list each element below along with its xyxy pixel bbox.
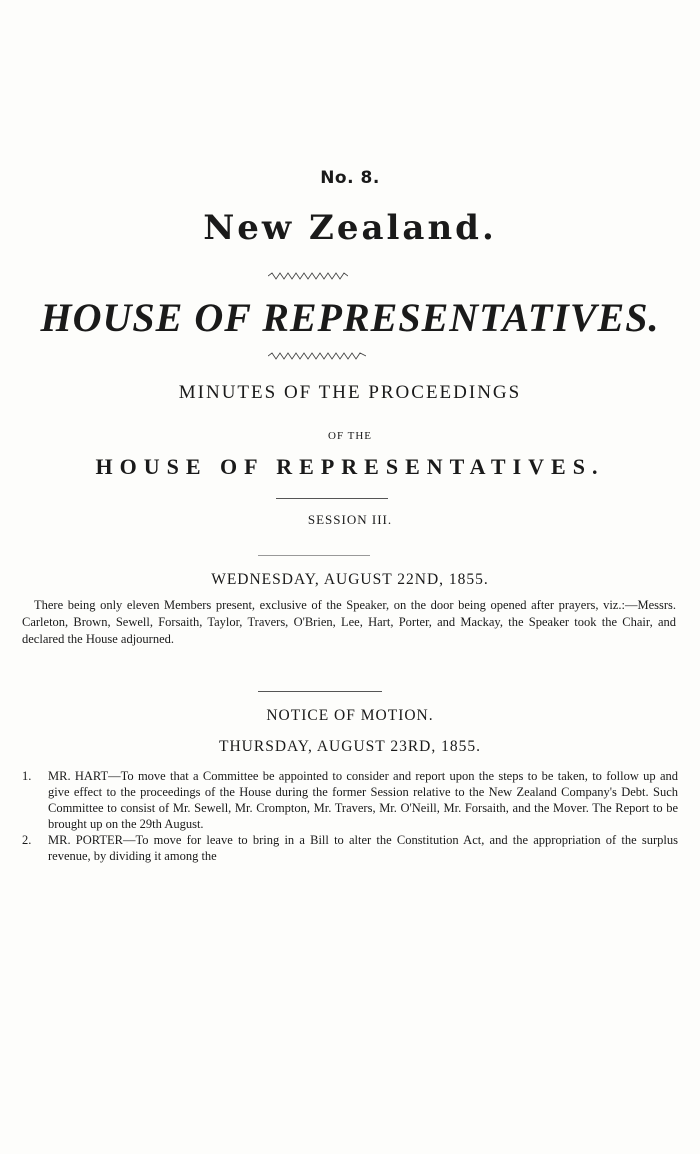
- house-heading: HOUSE OF REPRESENTATIVES.: [95, 454, 605, 479]
- notice-heading: NOTICE OF MOTION.: [266, 707, 434, 724]
- divider: [258, 555, 370, 556]
- minutes-heading: MINUTES OF THE PROCEEDINGS: [178, 382, 522, 403]
- motion-list: [22, 768, 678, 864]
- motion-item: [22, 832, 678, 864]
- sitting-paragraph: [22, 597, 676, 648]
- divider: [258, 691, 382, 692]
- ornament-squiggle: [268, 272, 348, 280]
- notice-date: THURSDAY, AUGUST 23RD, 1855.: [219, 738, 481, 755]
- ornament-squiggle: [268, 352, 366, 360]
- minutes-of-the: OF THE: [328, 430, 372, 442]
- gazette-title: New Zealand.: [203, 208, 497, 248]
- motion-item: [22, 768, 678, 832]
- motion-number: 2.: [22, 833, 32, 847]
- motion-text: MR. PORTER—To move for leave to bring in a Bill to alter the Constitution Act, and the appropriation of the surplus revenue, by dividing it among the: [48, 833, 678, 863]
- main-title: HOUSE OF REPRESENTATIVES.: [40, 295, 660, 340]
- divider: [276, 498, 388, 499]
- sitting-text: There being only eleven Members present, exclusive of the Speaker, on the door being opened after prayers, viz.:—Messrs. Carleton, Brown, Sewell, Forsaith, Taylor, Travers, O'Brien, Lee, Hart, Porter, and Mackay, the Speaker took the Chair, and declared the House adjourned.: [22, 598, 676, 646]
- motion-text: MR. HART—To move that a Committee be appointed to consider and report upon the steps to be taken, to follow up and give effect to the proceedings of the House during the former Session relative to the New Zealand Company's Debt. Such Committee to consist of Mr. Sewell, Mr. Crompton, Mr. Travers, Mr. O'Neill, Mr. Forsaith, and the Mover. The Report to be brought up on the 29th August.: [48, 769, 678, 831]
- session-label: SESSION III.: [307, 512, 393, 527]
- paper-number: No. 8.: [320, 168, 380, 188]
- motion-number: 1.: [22, 769, 32, 783]
- sitting-date: WEDNESDAY, AUGUST 22ND, 1855.: [211, 571, 489, 588]
